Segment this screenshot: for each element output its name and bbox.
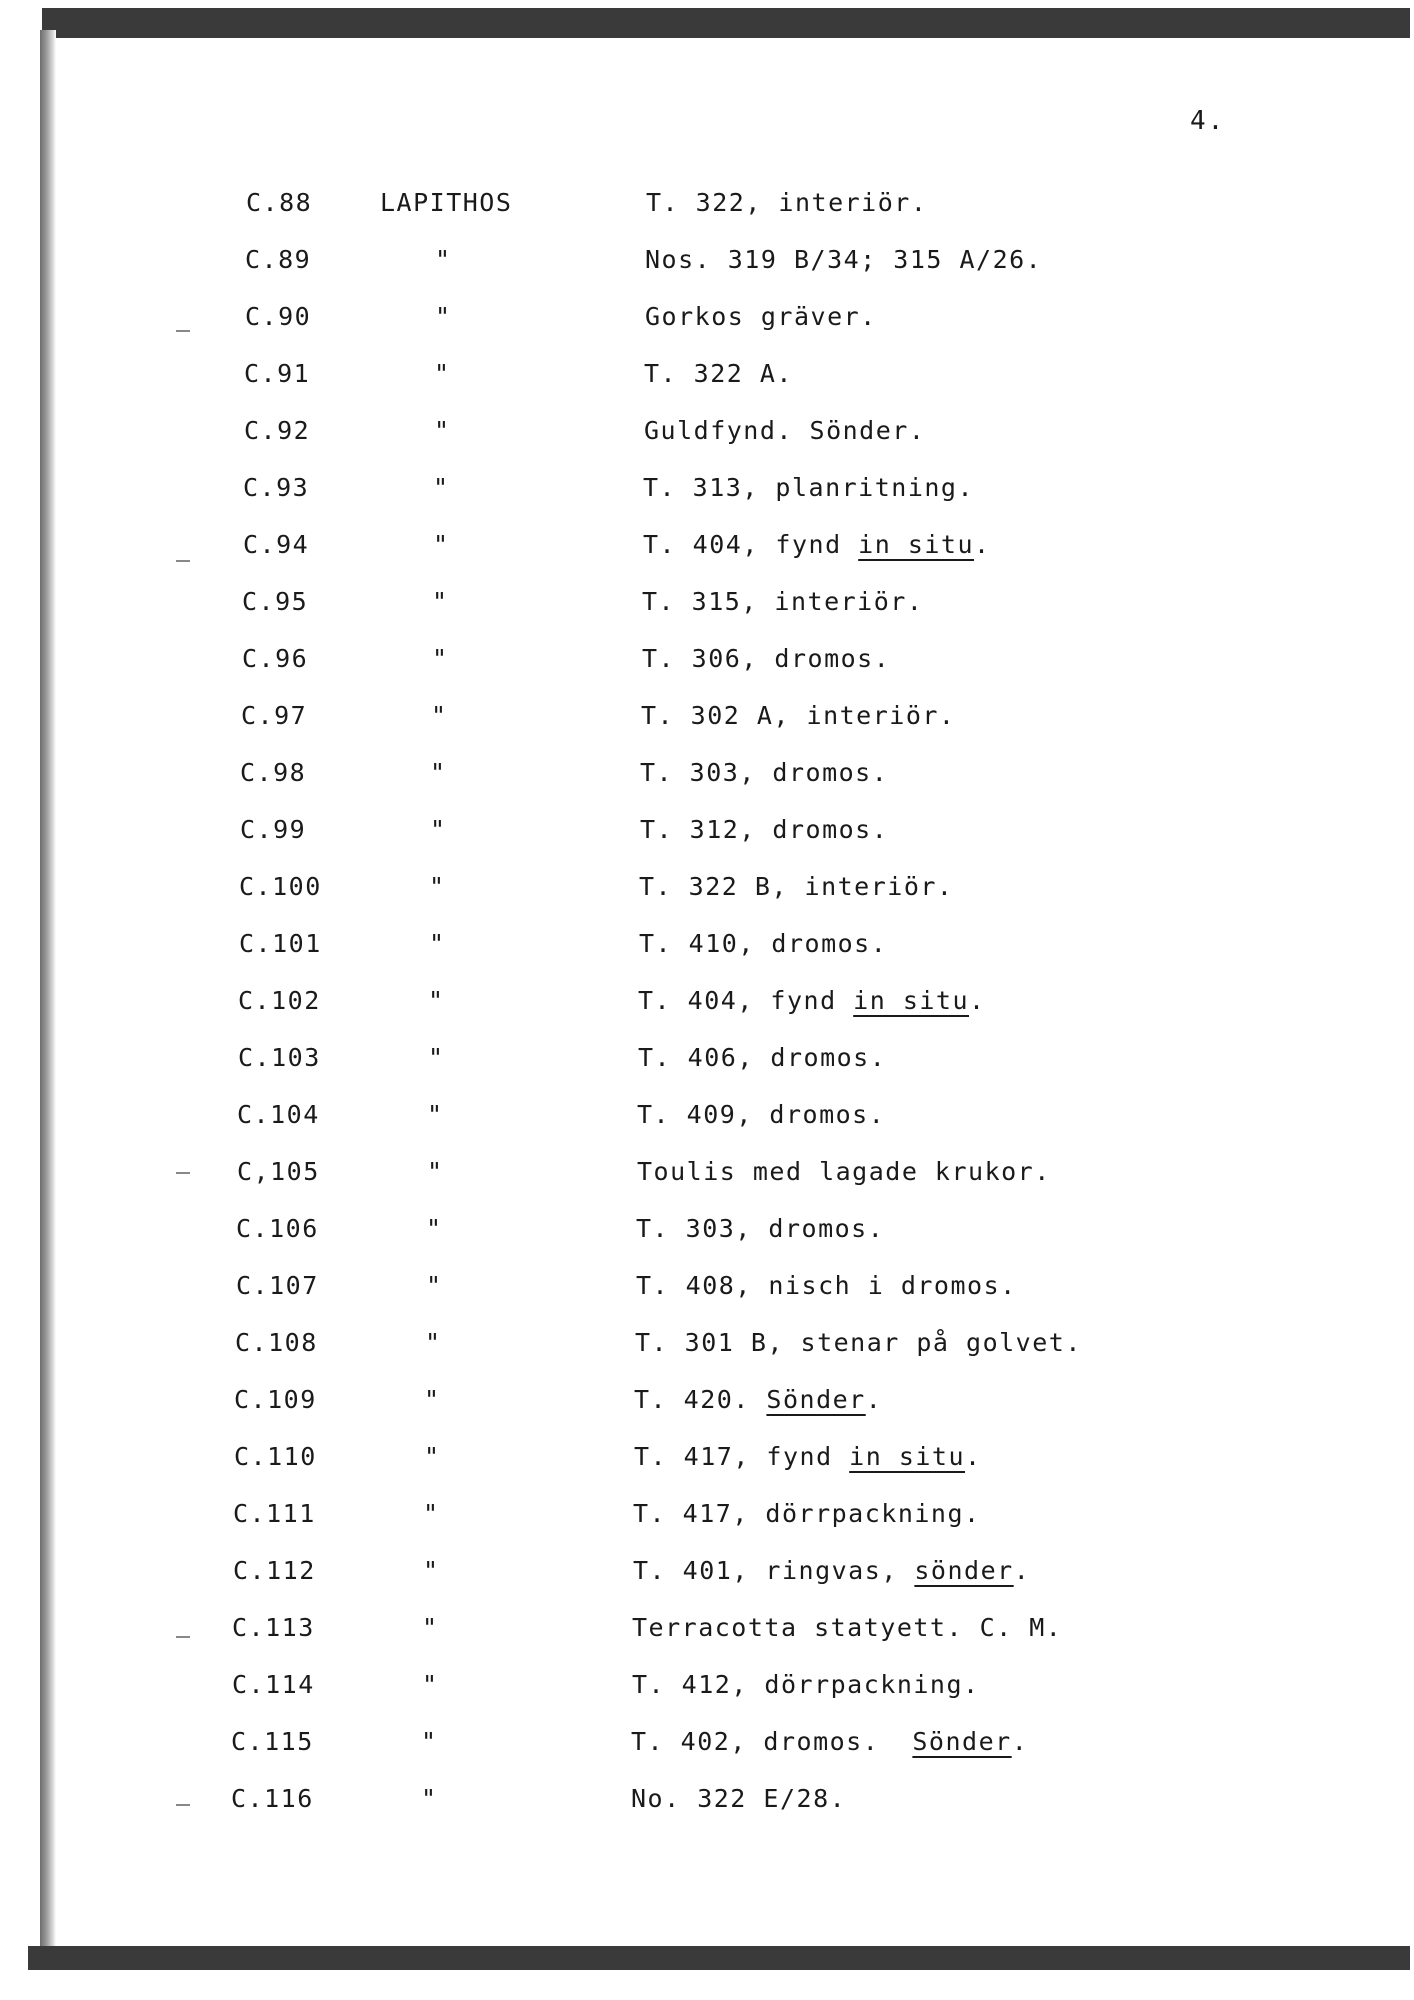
list-item bbox=[0, 1100, 1414, 1140]
list-item bbox=[0, 302, 1414, 342]
item-site: " bbox=[433, 530, 450, 559]
list-item bbox=[0, 1043, 1414, 1083]
description-text: T. 303, dromos. bbox=[640, 758, 889, 787]
description-text: T. 404, fynd bbox=[643, 530, 859, 559]
item-code: C.101 bbox=[239, 929, 322, 958]
item-description bbox=[646, 188, 927, 217]
item-code: C.99 bbox=[240, 815, 307, 844]
item-description bbox=[638, 1043, 886, 1072]
description-text: T. 313, planritning. bbox=[643, 473, 975, 502]
item-site: " bbox=[427, 1100, 444, 1129]
item-code: C.94 bbox=[243, 530, 310, 559]
item-code: C.93 bbox=[243, 473, 310, 502]
list-item bbox=[0, 587, 1414, 627]
list-item bbox=[0, 473, 1414, 513]
item-description bbox=[637, 1157, 1051, 1186]
scan-bottom-edge bbox=[28, 1946, 1410, 1970]
item-description bbox=[639, 872, 953, 901]
list-item bbox=[0, 1328, 1414, 1368]
list-item bbox=[0, 530, 1414, 570]
item-site: " bbox=[434, 416, 451, 445]
underlined-text: sönder bbox=[914, 1556, 1014, 1585]
description-text: T. 301 B, stenar på golvet. bbox=[635, 1328, 1082, 1357]
item-site: LAPITHOS bbox=[380, 188, 513, 217]
description-text: T. 420. bbox=[634, 1385, 767, 1414]
item-description bbox=[640, 758, 888, 787]
item-code: C.95 bbox=[242, 587, 309, 616]
description-text: . bbox=[974, 530, 991, 559]
description-text: . bbox=[1013, 1556, 1031, 1585]
item-site: " bbox=[433, 473, 450, 502]
description-text: T. 312, dromos. bbox=[640, 815, 889, 844]
margin-mark bbox=[176, 1804, 190, 1806]
item-code: C.100 bbox=[239, 872, 322, 901]
item-description bbox=[642, 644, 890, 673]
item-code: C.106 bbox=[236, 1214, 319, 1243]
margin-mark bbox=[176, 560, 190, 562]
item-site: " bbox=[422, 1613, 439, 1642]
item-description bbox=[634, 1385, 882, 1414]
item-description bbox=[642, 587, 923, 616]
list-item bbox=[0, 1670, 1414, 1710]
item-code: C.110 bbox=[234, 1442, 317, 1471]
item-description bbox=[645, 245, 1042, 274]
item-site: " bbox=[435, 245, 452, 274]
item-code: C.103 bbox=[238, 1043, 321, 1072]
item-description bbox=[639, 929, 887, 958]
item-code: C.107 bbox=[236, 1271, 319, 1300]
list-item bbox=[0, 986, 1414, 1026]
description-text: Gorkos gräver. bbox=[645, 302, 877, 331]
item-description bbox=[636, 1214, 884, 1243]
item-code: C.112 bbox=[233, 1556, 316, 1585]
list-item bbox=[0, 1784, 1414, 1824]
list-item bbox=[0, 1613, 1414, 1653]
description-text: No. 322 E/28. bbox=[631, 1784, 847, 1813]
underlined-text: in situ bbox=[858, 530, 975, 559]
list-item bbox=[0, 1214, 1414, 1254]
item-site: " bbox=[427, 1157, 444, 1186]
item-code: C.114 bbox=[232, 1670, 315, 1699]
description-text: T. 404, fynd bbox=[638, 986, 854, 1015]
item-code: C.88 bbox=[246, 188, 313, 217]
list-item bbox=[0, 758, 1414, 798]
underlined-text: Sönder bbox=[912, 1727, 1012, 1756]
description-text: . bbox=[965, 1442, 982, 1471]
list-item bbox=[0, 644, 1414, 684]
list-item bbox=[0, 1271, 1414, 1311]
description-text: Toulis med lagade krukor. bbox=[637, 1157, 1051, 1186]
item-description bbox=[644, 359, 793, 388]
item-description bbox=[632, 1613, 1062, 1642]
item-site: " bbox=[421, 1727, 438, 1756]
description-text: T. 303, dromos. bbox=[636, 1214, 885, 1243]
item-site: " bbox=[428, 986, 445, 1015]
description-text: Terracotta statyett. C. M. bbox=[632, 1613, 1063, 1642]
description-text: T. 302 A, interiör. bbox=[641, 701, 956, 730]
description-text: . bbox=[865, 1385, 883, 1414]
description-text: T. 408, nisch i dromos. bbox=[636, 1271, 1017, 1300]
description-text: . bbox=[1011, 1727, 1029, 1756]
description-text: T. 417, dörrpackning. bbox=[633, 1499, 981, 1528]
item-site: " bbox=[426, 1214, 443, 1243]
margin-mark bbox=[176, 330, 190, 332]
item-site: " bbox=[423, 1499, 440, 1528]
description-text: T. 402, dromos. bbox=[631, 1727, 913, 1756]
item-site: " bbox=[432, 587, 449, 616]
item-code: C.89 bbox=[245, 245, 312, 274]
item-site: " bbox=[424, 1442, 441, 1471]
item-code: C.97 bbox=[241, 701, 308, 730]
item-description bbox=[645, 302, 877, 331]
item-description bbox=[638, 986, 986, 1015]
item-site: " bbox=[430, 815, 447, 844]
description-text: T. 322 B, interiör. bbox=[639, 872, 954, 901]
item-site: " bbox=[434, 359, 451, 388]
page-number: 4. bbox=[1190, 106, 1226, 136]
item-site: " bbox=[426, 1271, 443, 1300]
item-description bbox=[631, 1727, 1028, 1756]
description-text: T. 322 A. bbox=[644, 359, 793, 388]
underlined-text: in situ bbox=[849, 1442, 966, 1471]
list-item bbox=[0, 1499, 1414, 1539]
item-code: C.108 bbox=[235, 1328, 318, 1357]
item-description bbox=[635, 1328, 1082, 1357]
item-description bbox=[641, 701, 955, 730]
item-description bbox=[633, 1556, 1030, 1585]
margin-mark bbox=[176, 1172, 190, 1174]
description-text: Guldfynd. Sönder. bbox=[644, 416, 926, 445]
item-code: C.92 bbox=[244, 416, 311, 445]
item-code: C.109 bbox=[234, 1385, 317, 1414]
scan-top-edge bbox=[42, 8, 1410, 38]
item-site: " bbox=[423, 1556, 440, 1585]
list-item bbox=[0, 872, 1414, 912]
item-site: " bbox=[435, 302, 452, 331]
description-text: T. 406, dromos. bbox=[638, 1043, 887, 1072]
item-description bbox=[637, 1100, 885, 1129]
description-text: T. 410, dromos. bbox=[639, 929, 888, 958]
list-item bbox=[0, 929, 1414, 969]
description-text: T. 401, ringvas, bbox=[633, 1556, 915, 1585]
item-site: " bbox=[425, 1328, 442, 1357]
description-text: T. 322, interiör. bbox=[646, 188, 928, 217]
item-site: " bbox=[428, 1043, 445, 1072]
item-description bbox=[643, 473, 974, 502]
item-code: C.104 bbox=[237, 1100, 320, 1129]
item-code: C.116 bbox=[231, 1784, 314, 1813]
item-code: C.115 bbox=[231, 1727, 314, 1756]
list-item bbox=[0, 188, 1414, 228]
list-item bbox=[0, 815, 1414, 855]
description-text: T. 409, dromos. bbox=[637, 1100, 886, 1129]
list-item bbox=[0, 359, 1414, 399]
item-description bbox=[634, 1442, 982, 1471]
item-site: " bbox=[429, 929, 446, 958]
item-code: C.111 bbox=[233, 1499, 316, 1528]
list-item bbox=[0, 245, 1414, 285]
list-item bbox=[0, 1556, 1414, 1596]
item-site: " bbox=[431, 701, 448, 730]
description-text: . bbox=[969, 986, 986, 1015]
item-site: " bbox=[421, 1784, 438, 1813]
item-code: C.91 bbox=[244, 359, 311, 388]
item-code: C.113 bbox=[232, 1613, 315, 1642]
item-description bbox=[643, 530, 991, 559]
list-item bbox=[0, 1727, 1414, 1767]
item-description bbox=[633, 1499, 981, 1528]
underlined-text: Sönder bbox=[766, 1385, 866, 1414]
list-item bbox=[0, 416, 1414, 456]
item-description bbox=[631, 1784, 846, 1813]
item-description bbox=[636, 1271, 1017, 1300]
item-description bbox=[640, 815, 888, 844]
item-site: " bbox=[429, 872, 446, 901]
margin-mark bbox=[176, 1636, 190, 1638]
list-item bbox=[0, 1442, 1414, 1482]
list-item bbox=[0, 701, 1414, 741]
item-site: " bbox=[430, 758, 447, 787]
description-text: T. 306, dromos. bbox=[642, 644, 891, 673]
description-text: T. 315, interiör. bbox=[642, 587, 924, 616]
description-text: T. 412, dörrpackning. bbox=[632, 1670, 980, 1699]
list-item bbox=[0, 1157, 1414, 1197]
item-site: " bbox=[422, 1670, 439, 1699]
item-code: C.90 bbox=[245, 302, 312, 331]
item-description bbox=[644, 416, 925, 445]
item-code: C.96 bbox=[242, 644, 309, 673]
item-site: " bbox=[432, 644, 449, 673]
description-text: T. 417, fynd bbox=[634, 1442, 850, 1471]
description-text: Nos. 319 B/34; 315 A/26. bbox=[645, 245, 1043, 274]
list-item bbox=[0, 1385, 1414, 1425]
item-code: C.98 bbox=[240, 758, 307, 787]
item-code: C.102 bbox=[238, 986, 321, 1015]
underlined-text: in situ bbox=[853, 986, 970, 1015]
item-code: C,105 bbox=[237, 1157, 320, 1186]
item-site: " bbox=[424, 1385, 441, 1414]
item-description bbox=[632, 1670, 980, 1699]
